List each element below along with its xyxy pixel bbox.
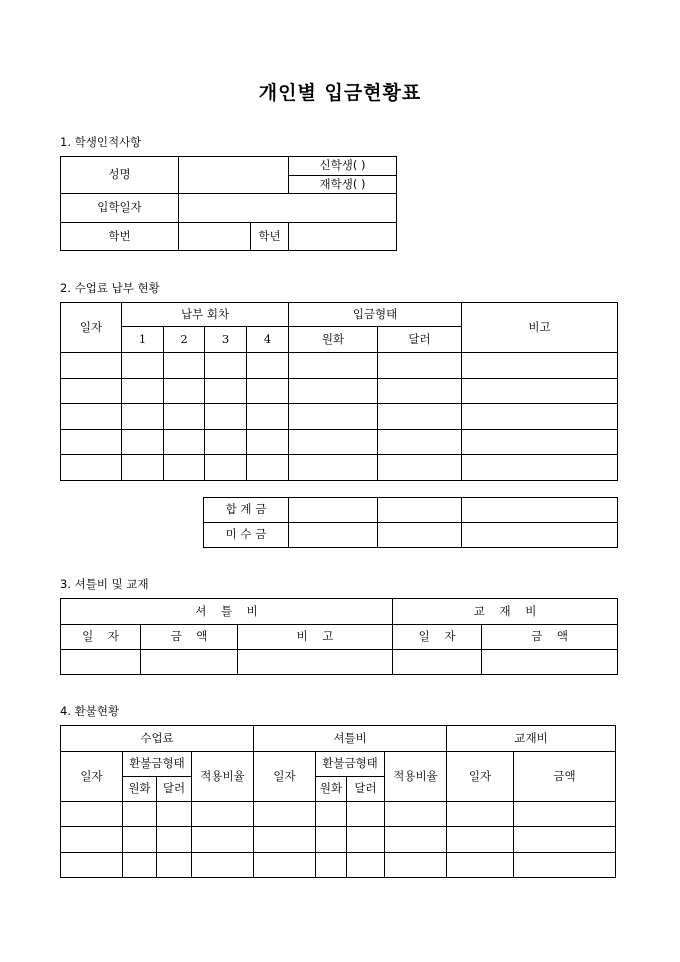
table-row [61,853,616,878]
entry-date-label: 입학일자 [61,194,179,223]
table-cell[interactable] [378,353,462,379]
table-cell[interactable] [347,827,385,853]
textbook-fee-header: 교 재 비 [393,599,618,625]
table-row [61,827,616,853]
table-cell[interactable] [122,455,164,481]
table-cell[interactable] [192,802,254,827]
table-cell[interactable] [378,430,462,455]
table-cell[interactable] [385,827,447,853]
table-cell[interactable] [347,853,385,878]
name-value-cell[interactable] [179,157,289,194]
table-cell[interactable] [462,353,618,379]
table-cell[interactable] [61,455,122,481]
table-cell[interactable] [462,430,618,455]
shuttle-date-header: 일 자 [61,625,141,650]
table-cell[interactable] [61,853,123,878]
textbook-date-header: 일 자 [393,625,482,650]
new-student-option[interactable]: 신학생( ) [289,157,397,176]
student-id-value-cell[interactable] [179,223,251,251]
table-cell[interactable] [122,353,164,379]
section-4-heading: 4. 환불현황 [60,704,120,718]
table-cell[interactable] [462,379,618,404]
table-cell[interactable] [247,379,289,404]
table-cell[interactable] [205,379,247,404]
tuition-won-header: 원화 [123,777,157,802]
table-cell[interactable] [378,379,462,404]
table-cell[interactable] [164,430,205,455]
shuttle-fee-header: 셔 틀 비 [61,599,393,625]
totals-table [203,497,618,548]
grade-label: 학년 [251,223,289,251]
textbook-date-header: 일자 [447,752,514,802]
table-row [61,802,616,827]
shuttle-rate-header: 적용비율 [385,752,447,802]
deposit-type-header: 입금형태 [289,303,462,327]
table-cell[interactable] [61,353,122,379]
shuttle-refund-type-header: 환불금형태 [316,752,385,777]
table-cell[interactable] [123,827,157,853]
table-cell[interactable] [164,404,205,430]
table-cell[interactable] [122,430,164,455]
shuttle-won-header: 원화 [316,777,347,802]
table-cell[interactable] [289,353,378,379]
table-cell[interactable] [164,353,205,379]
table-cell[interactable] [514,802,616,827]
table-cell[interactable] [347,802,385,827]
section-3-heading: 3. 셔틀비 및 교재 [60,577,149,591]
section-1-heading: 1. 학생인적사항 [60,135,142,149]
table-cell[interactable] [289,404,378,430]
table-cell[interactable] [289,455,378,481]
table-cell[interactable] [289,379,378,404]
table-cell[interactable] [289,523,378,548]
table-cell[interactable] [247,404,289,430]
table-cell[interactable] [514,827,616,853]
unpaid-amount-label: 미 수 금 [204,523,289,548]
table-cell[interactable] [316,827,347,853]
table-cell[interactable] [247,455,289,481]
table-cell[interactable] [61,802,123,827]
table-cell[interactable] [61,430,122,455]
table-cell[interactable] [205,404,247,430]
refund-tuition-header: 수업료 [61,726,254,752]
table-cell[interactable] [205,430,247,455]
table-cell[interactable] [462,498,618,523]
tuition-payment-table [60,302,618,481]
payment-round-header: 납부 회차 [122,303,289,327]
section-2-heading: 2. 수업료 납부 현황 [60,281,160,295]
table-row [61,455,618,481]
table-cell[interactable] [123,853,157,878]
student-id-label: 학번 [61,223,179,251]
textbook-amount-header: 금 액 [482,625,618,650]
table-cell[interactable] [482,650,618,675]
refund-textbook-header: 교재비 [447,726,616,752]
re-student-option[interactable]: 재학생( ) [289,176,397,194]
tuition-dollar-header: 달러 [157,777,192,802]
student-info-table [60,156,397,251]
table-cell[interactable] [238,650,393,675]
table-cell[interactable] [205,455,247,481]
name-label: 성명 [61,157,179,194]
table-cell[interactable] [247,430,289,455]
refund-shuttle-header: 셔틀비 [254,726,447,752]
remarks-header: 비고 [462,303,618,353]
table-cell[interactable] [316,853,347,878]
date-header: 일자 [61,303,122,353]
table-cell[interactable] [385,853,447,878]
table-cell[interactable] [447,802,514,827]
table-cell[interactable] [157,853,192,878]
table-cell[interactable] [393,650,482,675]
table-cell[interactable] [462,404,618,430]
table-row [61,353,618,379]
table-cell[interactable] [254,827,316,853]
table-cell[interactable] [61,650,141,675]
shuttle-textbook-table [60,598,618,675]
table-row [61,379,618,404]
table-cell[interactable] [205,353,247,379]
table-cell[interactable] [122,404,164,430]
table-cell[interactable] [123,802,157,827]
table-cell[interactable] [289,430,378,455]
table-cell[interactable] [157,827,192,853]
table-cell[interactable] [254,853,316,878]
shuttle-date-header: 일자 [254,752,316,802]
table-cell[interactable] [192,827,254,853]
dollar-header: 달러 [378,327,462,353]
round-1-header: 1 [122,327,164,353]
table-cell[interactable] [462,523,618,548]
shuttle-remarks-header: 비 고 [238,625,393,650]
table-cell[interactable] [378,455,462,481]
refund-status-table [60,725,616,878]
table-cell[interactable] [316,802,347,827]
tuition-rate-header: 적용비율 [192,752,254,802]
table-row [61,404,618,430]
tuition-refund-type-header: 환불금형태 [123,752,192,777]
page-title: 개인별 입금현황표 [258,82,422,104]
table-cell[interactable] [289,498,378,523]
round-3-header: 3 [205,327,247,353]
total-amount-label: 합 계 금 [204,498,289,523]
table-cell[interactable] [462,455,618,481]
won-header: 원화 [289,327,378,353]
table-cell[interactable] [164,379,205,404]
table-cell[interactable] [447,853,514,878]
table-cell[interactable] [164,455,205,481]
table-cell[interactable] [378,498,462,523]
grade-value-cell[interactable] [289,223,397,251]
entry-date-value-cell[interactable] [179,194,397,223]
table-cell[interactable] [385,802,447,827]
table-cell[interactable] [192,853,254,878]
table-cell[interactable] [447,827,514,853]
shuttle-amount-header: 금 액 [141,625,238,650]
table-row [61,650,618,675]
table-cell[interactable] [141,650,238,675]
table-cell[interactable] [254,802,316,827]
table-cell[interactable] [157,802,192,827]
round-4-header: 4 [247,327,289,353]
table-cell[interactable] [247,353,289,379]
table-cell[interactable] [378,404,462,430]
table-cell[interactable] [61,827,123,853]
table-cell[interactable] [122,379,164,404]
round-2-header: 2 [164,327,205,353]
tuition-date-header: 일자 [61,752,123,802]
table-cell[interactable] [61,379,122,404]
table-cell[interactable] [378,523,462,548]
table-row [61,430,618,455]
table-cell[interactable] [61,404,122,430]
table-cell[interactable] [514,853,616,878]
textbook-amount-header: 금액 [514,752,616,802]
shuttle-dollar-header: 달러 [347,777,385,802]
